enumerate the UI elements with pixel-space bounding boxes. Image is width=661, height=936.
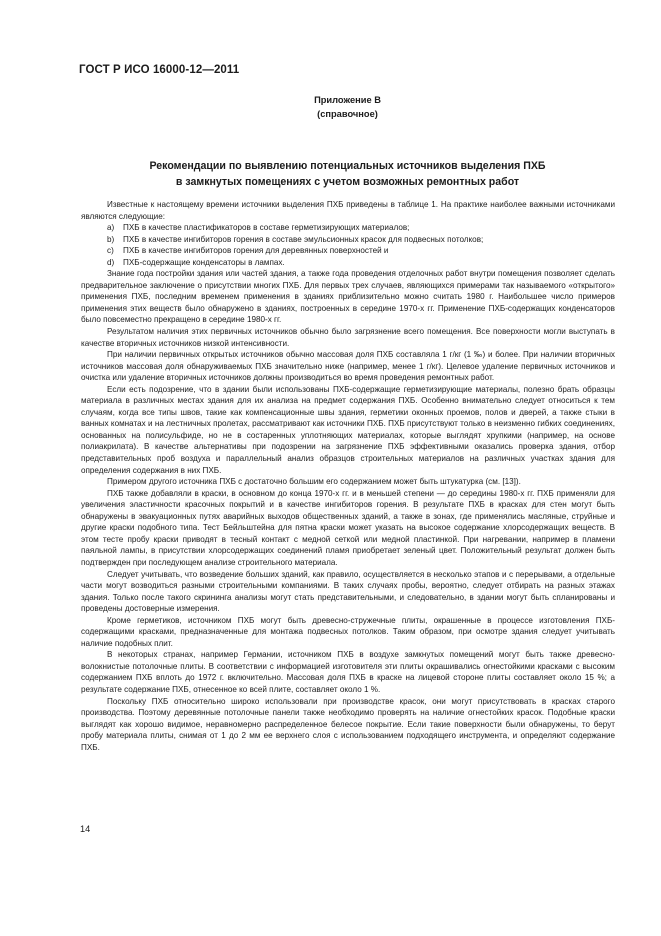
list-item: [81, 245, 615, 257]
list-item: [81, 257, 615, 269]
paragraph: В некоторых странах, например Германии, источником ПХБ в воздухе замкнутых помещений могут быть также древесно-волокнистые потолочные плиты. В соответствии с информацией изготовителя эти плиты окрашивались огнестойкими красками с высоким содержанием ПХБ вплоть до 1972 г. включительно. Массовая доля ПХБ в краске на лицевой стороне плиты составляет около 15 %; а результате содержание ПХБ, отнесенное ко всей плите, составляет около 1 %.: [81, 650, 615, 694]
paragraph: Если есть подозрение, что в здании были использованы ПХБ-содержащие герметизирующие материалы, полезно брать образцы материала в различных местах здания для их анализа на предмет содержания ПХБ. Особенно внимательно следует относиться к тем случаям, когда все типы швов, такие как компенсационные швы здания, герметики оконных проемов, полов и дверей, а также стыки в ванных комнатах и на лестничных пролетах, рассматривают как источники ПХБ. ПХБ присутствуют только в неизменно гибких соединениях, основанных на полисульфиде, но не в состаренных уплотняющих материалах, которые выглядят хрупкими (например, на основе полиакрилата). В качестве альтернативы при подозрении на загрязнение ПХБ эффективными оказались проверка здания, отбор представительных проб воздуха и параллельный анализ образцов строительных материалов на различных участках здания для определения содержания в них ПХБ.: [81, 384, 615, 475]
paragraph: Примером другого источника ПХБ с достаточно большим его содержанием может быть штукатурка (см. [13]).: [107, 477, 521, 487]
list-item: [81, 222, 615, 234]
appendix-status: (справочное): [317, 109, 378, 119]
appendix-label: Приложение В: [314, 95, 381, 105]
list-item-text: ПХБ в качестве ингибиторов горения в составе эмульсионных красок для подвесных потолков;: [123, 234, 484, 244]
section-title-line-1: Рекомендации по выявлению потенциальных источников выделения ПХБ: [149, 160, 546, 172]
list-marker: a): [107, 223, 115, 233]
body-text: [81, 199, 615, 753]
section-title-line-2: в замкнутых помещениях с учетом возможных ремонтных работ: [175, 176, 520, 188]
source-list: [81, 222, 615, 268]
list-marker: d): [107, 257, 115, 267]
paragraph: Следует учитывать, что возведение больших зданий, как правило, осуществляется в несколько этапов и с перерывами, а отдельные части могут возводиться разными строительными компаниями. В таких случаях пробы, вероятно, следует отбирать на разных этажах здания. Только после такого скрининга анализы могут стать представительными, и следовательно, в здании могут быть спланированы и проведены достоверные измерения.: [81, 569, 615, 614]
list-marker: c): [107, 246, 114, 256]
paragraph: Результатом наличия этих первичных источников обычно было загрязнение всего помещения. Все поверхности могли выступать в качестве вторичных источников низкой интенсивности.: [81, 327, 615, 348]
paragraph: Знание года постройки здания или частей здания, а также года проведения отделочных работ внутри помещения позволяет сделать предварительное заключение о присутствии многих ПХБ. Для первых трех случаев, являющихся примерами так называемого «открытого» применения ПХБ, последним временем применения в зданиях приблизительно можно считать 1980 г. Наибольшее число примеров применения этих веществ было обнаружено в зданиях, построенных в середине 1970-х гг. Применение ПХБ-содержащих конденсаторов было повсеместно прекращено в середине 1980-х гг.: [81, 269, 615, 325]
list-item: [81, 234, 615, 246]
intro-paragraph: Известные к настоящему времени источники выделения ПХБ приведены в таблице 1. На практике наиболее важными источниками являются следующие:: [81, 200, 615, 221]
list-marker: b): [107, 234, 115, 244]
list-item-text: ПХБ в качестве пластификаторов в составе герметизирующих материалов;: [123, 223, 410, 233]
paragraph: Кроме герметиков, источником ПХБ могут быть древесно-стружечные плиты, окрашенные в процессе изготовления ПХБ-содержащими красками, предназначенные для монтажа подвесных потолков. Таким образом, при осмотре здания следует учитывать наличие подобных плит.: [81, 615, 615, 648]
section-title: [80, 158, 615, 190]
appendix-heading: [250, 93, 445, 121]
paragraph: ПХБ также добавляли в краски, в основном до конца 1970-х гг. и в меньшей степени — до середины 1980-х гг. ПХБ применяли для увеличения эластичности красочных покрытий и в качестве ингибиторов горения. В результате ПХБ в красках для стен могут быть обнаружены в эвакуационных путях аварийных выходов общественных зданий, а также в зонах, где применялись масляные, струйные и другие краски подобного типа. Тест Бейльштейна для пятна краски может указать на высокое содержание хлорсодержащих веществ. В этом тесте пробу краски приводят в тесный контакт с медной сеткой или медной пластинкой. При нагревании, например в пламени паяльной лампы, в присутствии хлорсодержащих соединений пламя приобретает зеленый цвет. Положительный результат должен быть подтвержден при последующем анализе строительного материала.: [81, 488, 615, 567]
paragraph: Поскольку ПХБ относительно широко использовали при производстве красок, они могут присутствовать в красках старого производства. Поэтому деревянные потолочные панели также необходимо проверять на наличие огнестойких красок. Подобные краски выглядят как хорошо видимое, неравномерно распределенное белесое покрытие. Если такие поверхности были обнаружены, то берут пробу материала плиты, снимая от 1 до 2 мм ее верхнего слоя с использованием подходящего инструмента, и определяют содержание ПХБ.: [81, 696, 615, 752]
document-header: ГОСТ Р ИСО 16000-12—2011: [79, 64, 240, 76]
list-item-text: ПХБ-содержащие конденсаторы в лампах.: [123, 257, 285, 267]
paragraph: При наличии первичных открытых источников обычно массовая доля ПХБ составляла 1 г/кг (1 ‰) и более. При наличии вторичных источников массовая доля обнаруживаемых ПХБ значительно ниже (например, менее 1 г/кг). Целевое удаление первичных источников и очистка или удаление вторичных источников должны производиться во время проведения ремонтных работ.: [81, 350, 615, 383]
list-item-text: ПХБ в качестве ингибиторов горения для деревянных поверхностей и: [123, 246, 389, 256]
page-number: 14: [80, 824, 91, 834]
